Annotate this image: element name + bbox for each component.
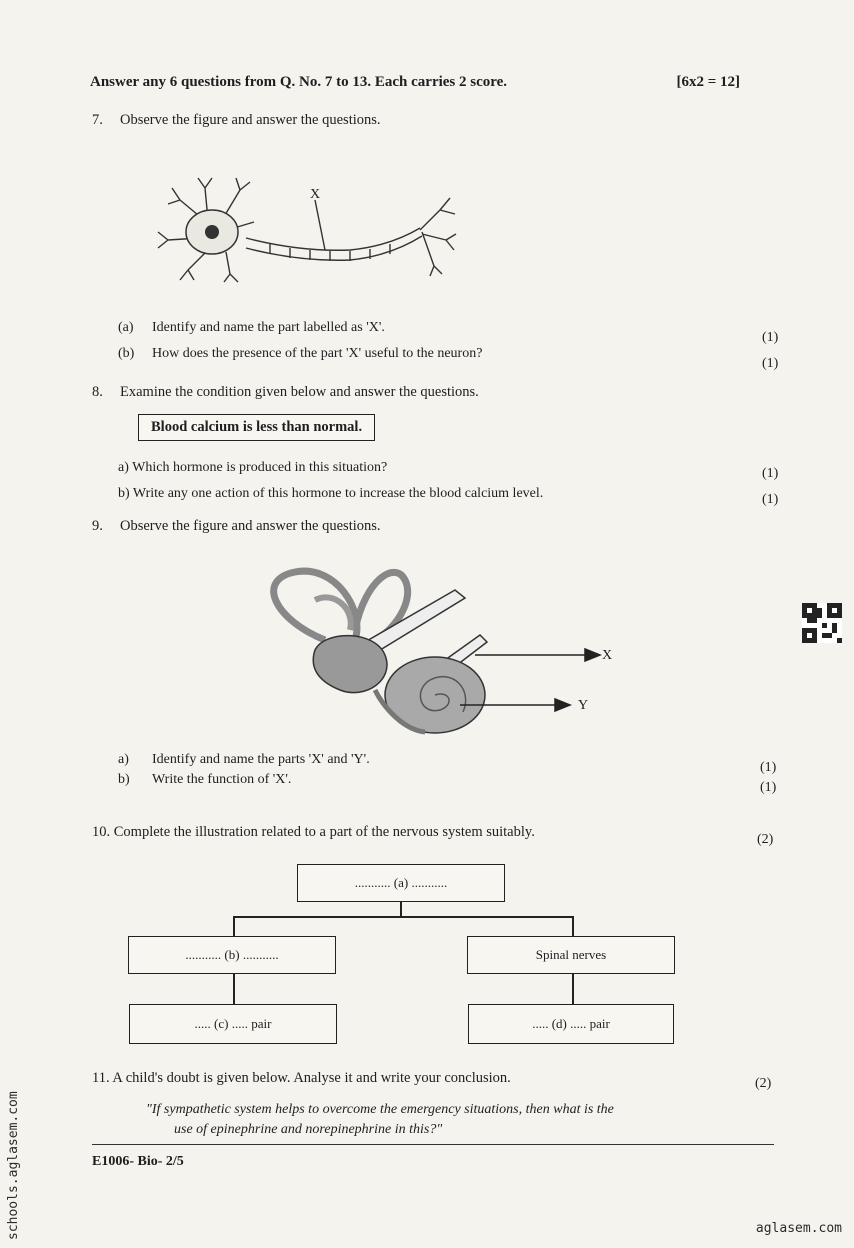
q10-text: 10. Complete the illustration related to a part of the nervous system suitably. <box>92 824 535 840</box>
q9-label-y: Y <box>578 698 589 713</box>
q7b-label: (b) <box>118 346 135 361</box>
inner-ear-figure <box>255 560 615 745</box>
qr-code-icon <box>802 603 842 643</box>
corner-watermark: aglasem.com <box>755 1221 842 1236</box>
chart-box-a: ........... (a) ........... <box>297 864 505 902</box>
section-instruction <box>90 74 740 91</box>
q9b-mark: (1) <box>760 780 777 795</box>
footer-rule <box>92 1144 774 1145</box>
q7-text: Observe the figure and answer the questions. <box>120 112 381 128</box>
chart-box-b: ........... (b) ........... <box>128 936 336 974</box>
q9-text: Observe the figure and answer the questions. <box>120 518 381 534</box>
q7a-text: Identify and name the part labelled as 'X'. <box>152 320 385 335</box>
q11-mark: (2) <box>755 1076 772 1091</box>
chart-connector-left-down <box>233 974 235 1004</box>
chart-connector-horizontal <box>233 916 573 918</box>
q9a-label: a) <box>118 752 129 767</box>
q9b-text: Write the function of 'X'. <box>152 772 292 787</box>
q8b-text: b) Write any one action of this hormone to increase the blood calcium level. <box>118 486 544 501</box>
q7-figure-label: X <box>310 187 321 202</box>
q9a-text: Identify and name the parts 'X' and 'Y'. <box>152 752 370 767</box>
q8-number: 8. <box>92 384 103 400</box>
chart-connector-top <box>400 902 402 916</box>
q11-quote-line1: "If sympathetic system helps to overcome the emergency situations, then what is the <box>146 1102 614 1117</box>
q7b-mark: (1) <box>762 356 779 371</box>
instruction-text: Answer any 6 questions from Q. No. 7 to 13. Each carries 2 score. <box>90 74 508 90</box>
q10-mark: (2) <box>757 832 774 847</box>
q9-label-x: X <box>602 648 613 663</box>
q11-quote-line2: use of epinephrine and norepinephrine in this?" <box>174 1122 443 1137</box>
q9a-mark: (1) <box>760 760 777 775</box>
q7a-mark: (1) <box>762 330 779 345</box>
side-watermark: schools.aglasem.com <box>6 1091 21 1240</box>
chart-box-spinal-nerves: Spinal nerves <box>467 936 675 974</box>
chart-connector-right-down <box>572 974 574 1004</box>
q8a-text: a) Which hormone is produced in this situation? <box>118 460 388 475</box>
chart-connector-left <box>233 916 235 936</box>
q8-boxed-condition: Blood calcium is less than normal. <box>138 414 375 441</box>
footer-code: E1006- Bio- 2/5 <box>92 1154 184 1169</box>
q7-number: 7. <box>92 112 103 128</box>
q9b-label: b) <box>118 772 130 787</box>
q9-number: 9. <box>92 518 103 534</box>
chart-connector-right <box>572 916 574 936</box>
q8-text: Examine the condition given below and answer the questions. <box>120 384 479 400</box>
chart-box-c: ..... (c) ..... pair <box>129 1004 337 1044</box>
q7a-label: (a) <box>118 320 134 335</box>
q7b-text: How does the presence of the part 'X' useful to the neuron? <box>152 346 483 361</box>
q8a-mark: (1) <box>762 466 779 481</box>
q8b-mark: (1) <box>762 492 779 507</box>
q11-text: 11. A child's doubt is given below. Analyse it and write your conclusion. <box>92 1070 511 1086</box>
chart-box-d: ..... (d) ..... pair <box>468 1004 674 1044</box>
total-score: [6x2 = 12] <box>676 74 740 90</box>
